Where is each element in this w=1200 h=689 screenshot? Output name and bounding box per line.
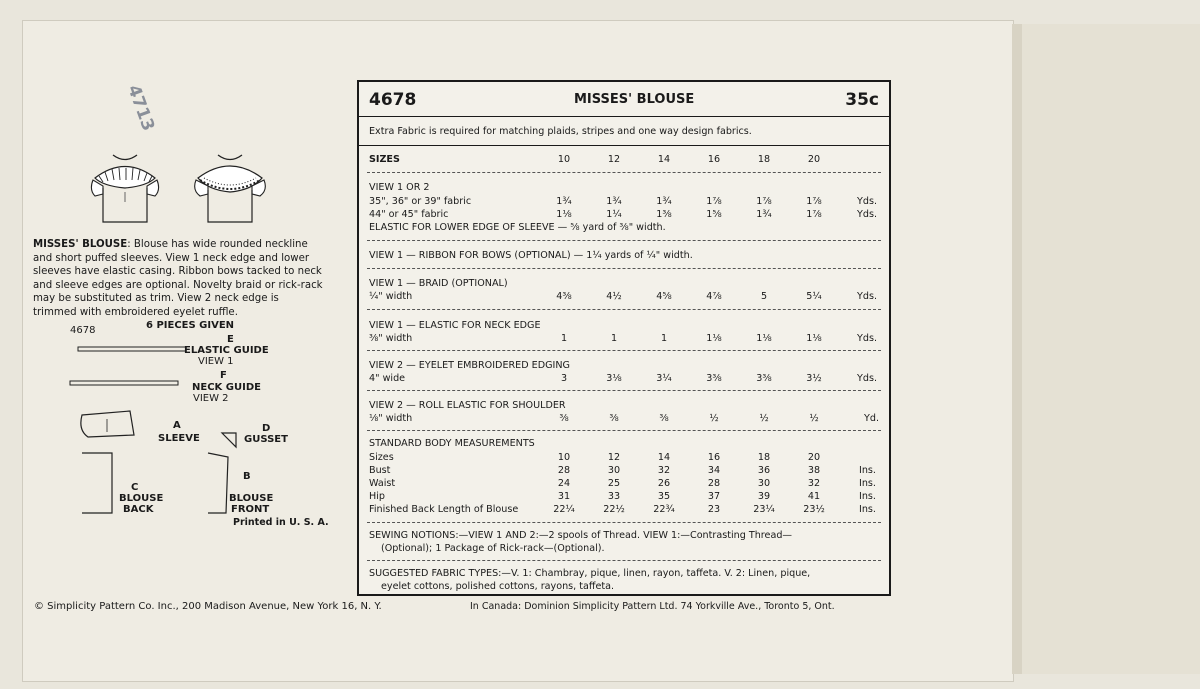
measure-cell: 33 bbox=[607, 491, 621, 502]
roll-cell-4: ½ bbox=[759, 413, 769, 424]
roll-cell-1: ⅜ bbox=[609, 413, 619, 424]
measure-cell: 23¼ bbox=[753, 504, 775, 515]
measure-cell: 14 bbox=[657, 452, 671, 463]
braid-title: VIEW 1 — BRAID (OPTIONAL) bbox=[369, 278, 508, 289]
eyelet-cell-2: 3¼ bbox=[656, 373, 672, 384]
piece-c-label1: BLOUSE bbox=[119, 493, 164, 504]
measure-cell: 25 bbox=[607, 478, 621, 489]
notions-rule bbox=[367, 560, 881, 561]
pattern-description bbox=[33, 238, 323, 319]
eyelet-unit: Yds. bbox=[857, 373, 877, 384]
view12-row2-label: 44" or 45" fabric bbox=[369, 209, 449, 220]
roll-title: VIEW 2 — ROLL ELASTIC FOR SHOULDER bbox=[369, 400, 566, 411]
measure-cell: 23 bbox=[707, 504, 721, 515]
printed-in-usa: Printed in U. S. A. bbox=[233, 517, 329, 528]
measure-cell: 26 bbox=[657, 478, 671, 489]
braid-cell-0: 4⅜ bbox=[556, 291, 572, 302]
piece-d-letter: D bbox=[262, 423, 271, 434]
neck-cell-1: 1 bbox=[610, 333, 618, 344]
notions-line2: (Optional); 1 Package of Rick-rack—(Optional). bbox=[381, 543, 605, 554]
size-col-4: 18 bbox=[757, 154, 771, 165]
measure-cell: 28 bbox=[707, 478, 721, 489]
envelope-fold bbox=[1012, 24, 1022, 674]
measure-cell: 28 bbox=[557, 465, 571, 476]
view12-title: VIEW 1 OR 2 bbox=[369, 182, 430, 193]
roll-cell-0: ⅜ bbox=[559, 413, 569, 424]
braid-cell-3: 4⅞ bbox=[706, 291, 722, 302]
eyelet-label: 4" wide bbox=[369, 373, 406, 384]
neck-cell-0: 1 bbox=[560, 333, 568, 344]
measure-cell: 23½ bbox=[803, 504, 825, 515]
view12-row1-cell-4: 1⅞ bbox=[756, 196, 772, 207]
eyelet-cell-3: 3⅜ bbox=[706, 373, 722, 384]
piece-b-letter: B bbox=[243, 471, 251, 482]
neck-cell-3: 1⅛ bbox=[706, 333, 722, 344]
braid-cell-1: 4½ bbox=[606, 291, 622, 302]
measure-row-label: Hip bbox=[369, 491, 385, 502]
description-text: : Blouse has wide rounded neckline and short puffed sleeves. View 1 neck edge and lower sleeves have elastic casing. Ribbon bows tacked to neck and sleeve edges are optional. Novelty braid or rick-rack may be substituted as trim. View 2 neck edge is trimmed with embroidered eyelet ruffle. bbox=[33, 239, 323, 318]
neck-cell-4: 1⅛ bbox=[756, 333, 772, 344]
size-col-1: 12 bbox=[607, 154, 621, 165]
view12-row2-cell-1: 1¼ bbox=[606, 209, 622, 220]
view12-row2-cell-0: 1⅛ bbox=[556, 209, 572, 220]
piece-b-label1: BLOUSE bbox=[229, 493, 274, 504]
measure-cell: 22½ bbox=[603, 504, 625, 515]
note-rule bbox=[359, 145, 889, 146]
fabrics-line1: SUGGESTED FABRIC TYPES:—V. 1: Chambray, pique, linen, rayon, taffeta. V. 2: Linen, pique, bbox=[369, 568, 811, 579]
measure-cell: 12 bbox=[607, 452, 621, 463]
measure-row-label: Waist bbox=[369, 478, 396, 489]
blouse-view2-illustration bbox=[190, 150, 270, 230]
measure-cell: 20 bbox=[807, 452, 821, 463]
neck-unit: Yds. bbox=[857, 333, 877, 344]
sizes-rule bbox=[367, 172, 881, 173]
roll-rule bbox=[367, 430, 881, 431]
header-rule bbox=[359, 116, 889, 117]
ribbon-rule bbox=[367, 268, 881, 269]
footer-copyright: © Simplicity Pattern Co. Inc., 200 Madison Avenue, New York 16, N. Y. bbox=[34, 601, 382, 612]
measure-cell: 32 bbox=[807, 478, 821, 489]
eyelet-cell-0: 3 bbox=[560, 373, 568, 384]
eyelet-cell-4: 3⅜ bbox=[756, 373, 772, 384]
measure-cell: 37 bbox=[707, 491, 721, 502]
measurements-title: STANDARD BODY MEASUREMENTS bbox=[369, 438, 535, 449]
notions-line1: SEWING NOTIONS:—VIEW 1 AND 2:—2 spools of Thread. VIEW 1:—Contrasting Thread— bbox=[369, 530, 793, 541]
view12-row2-cell-4: 1¾ bbox=[756, 209, 772, 220]
roll-unit: Yd. bbox=[864, 413, 879, 424]
roll-cell-5: ½ bbox=[809, 413, 819, 424]
view12-row1-cell-1: 1¾ bbox=[606, 196, 622, 207]
measure-row-label: Sizes bbox=[369, 452, 394, 463]
size-col-3: 16 bbox=[707, 154, 721, 165]
view12-row1-cell-5: 1⅞ bbox=[806, 196, 822, 207]
view12-row1-unit: Yds. bbox=[857, 196, 877, 207]
eyelet-cell-5: 3½ bbox=[806, 373, 822, 384]
measure-cell: 31 bbox=[557, 491, 571, 502]
handwritten-stamp: 4713 bbox=[123, 82, 159, 134]
piece-e-label: ELASTIC GUIDE bbox=[184, 345, 269, 356]
measure-row-unit: Ins. bbox=[859, 491, 876, 502]
eyelet-title: VIEW 2 — EYELET EMBROIDERED EDGING bbox=[369, 360, 570, 371]
piece-a-letter: A bbox=[173, 420, 181, 431]
measure-row-label: Finished Back Length of Blouse bbox=[369, 504, 519, 515]
braid-unit: Yds. bbox=[857, 291, 877, 302]
ribbon-line: VIEW 1 — RIBBON FOR BOWS (OPTIONAL) — 1¼ yards of ¼" width. bbox=[369, 250, 693, 261]
neck-label: ⅜" width bbox=[369, 333, 413, 344]
pieces-pattern-number: 4678 bbox=[70, 325, 96, 336]
size-col-2: 14 bbox=[657, 154, 671, 165]
footer-canada: In Canada: Dominion Simplicity Pattern Ltd. 74 Yorkville Ave., Toronto 5, Ont. bbox=[470, 601, 835, 612]
braid-cell-5: 5¼ bbox=[806, 291, 822, 302]
piece-e-letter: E bbox=[227, 334, 234, 345]
measure-cell: 34 bbox=[707, 465, 721, 476]
view12-row1-cell-0: 1¾ bbox=[556, 196, 572, 207]
roll-label: ⅛" width bbox=[369, 413, 413, 424]
piece-b-label2: FRONT bbox=[231, 504, 270, 515]
pieces-given-label: 6 PIECES GIVEN bbox=[146, 320, 235, 331]
description-lead: MISSES' BLOUSE bbox=[33, 239, 128, 250]
piece-f-letter: F bbox=[220, 370, 227, 381]
measure-cell: 39 bbox=[757, 491, 771, 502]
piece-a-label: SLEEVE bbox=[158, 433, 200, 444]
eyelet-rule bbox=[367, 390, 881, 391]
view12-row1-label: 35", 36" or 39" fabric bbox=[369, 196, 472, 207]
view12-row2-cell-5: 1⅞ bbox=[806, 209, 822, 220]
envelope-flap bbox=[1012, 24, 1200, 674]
measure-cell: 22¾ bbox=[653, 504, 675, 515]
size-col-0: 10 bbox=[557, 154, 571, 165]
piece-c-letter: C bbox=[131, 482, 139, 493]
measure-cell: 41 bbox=[807, 491, 821, 502]
measurements-rule bbox=[367, 522, 881, 523]
measure-cell: 36 bbox=[757, 465, 771, 476]
view12-elastic: ELASTIC FOR LOWER EDGE OF SLEEVE — ⅝ yard of ⅜" width. bbox=[369, 222, 666, 233]
measure-cell: 38 bbox=[807, 465, 821, 476]
view12-row1-cell-2: 1¾ bbox=[656, 196, 672, 207]
braid-rule bbox=[367, 309, 881, 310]
measure-cell: 30 bbox=[607, 465, 621, 476]
braid-cell-4: 5 bbox=[760, 291, 768, 302]
measure-cell: 35 bbox=[657, 491, 671, 502]
roll-cell-3: ½ bbox=[709, 413, 719, 424]
piece-f-label: NECK GUIDE bbox=[192, 382, 261, 393]
yardage-chart bbox=[357, 80, 891, 596]
braid-cell-2: 4⅝ bbox=[656, 291, 672, 302]
braid-label: ¼" width bbox=[369, 291, 413, 302]
piece-d-label: GUSSET bbox=[244, 434, 288, 445]
pattern-price: 35c bbox=[845, 90, 879, 110]
measure-cell: 30 bbox=[757, 478, 771, 489]
measure-row-unit: Ins. bbox=[859, 478, 876, 489]
measure-row-unit: Ins. bbox=[859, 465, 876, 476]
view12-row1-cell-3: 1⅞ bbox=[706, 196, 722, 207]
piece-f-view: VIEW 2 bbox=[193, 393, 229, 404]
view12-row2-cell-3: 1⅝ bbox=[706, 209, 722, 220]
measure-row-label: Bust bbox=[369, 465, 391, 476]
eyelet-cell-1: 3⅛ bbox=[606, 373, 622, 384]
measure-row-unit: Ins. bbox=[859, 504, 876, 515]
blouse-view1-illustration bbox=[85, 150, 165, 230]
sizes-label: SIZES bbox=[369, 154, 400, 165]
piece-e-view: VIEW 1 bbox=[198, 356, 234, 367]
neck-cell-2: 1 bbox=[660, 333, 668, 344]
measure-cell: 10 bbox=[557, 452, 571, 463]
measure-cell: 18 bbox=[757, 452, 771, 463]
roll-cell-2: ⅜ bbox=[659, 413, 669, 424]
pattern-number: 4678 bbox=[369, 90, 417, 110]
measure-cell: 16 bbox=[707, 452, 721, 463]
size-col-5: 20 bbox=[807, 154, 821, 165]
measure-cell: 22¼ bbox=[553, 504, 575, 515]
measure-cell: 24 bbox=[557, 478, 571, 489]
pattern-title: MISSES' BLOUSE bbox=[574, 92, 695, 107]
view12-row2-cell-2: 1⅜ bbox=[656, 209, 672, 220]
neck-rule bbox=[367, 350, 881, 351]
extra-fabric-note: Extra Fabric is required for matching plaids, stripes and one way design fabrics. bbox=[369, 126, 752, 137]
view12-rule bbox=[367, 240, 881, 241]
neck-title: VIEW 1 — ELASTIC FOR NECK EDGE bbox=[369, 320, 541, 331]
measure-cell: 32 bbox=[657, 465, 671, 476]
view12-row2-unit: Yds. bbox=[857, 209, 877, 220]
piece-c-label2: BACK bbox=[123, 504, 154, 515]
neck-cell-5: 1⅛ bbox=[806, 333, 822, 344]
fabrics-line2: eyelet cottons, polished cottons, rayons, taffeta. bbox=[381, 581, 615, 592]
